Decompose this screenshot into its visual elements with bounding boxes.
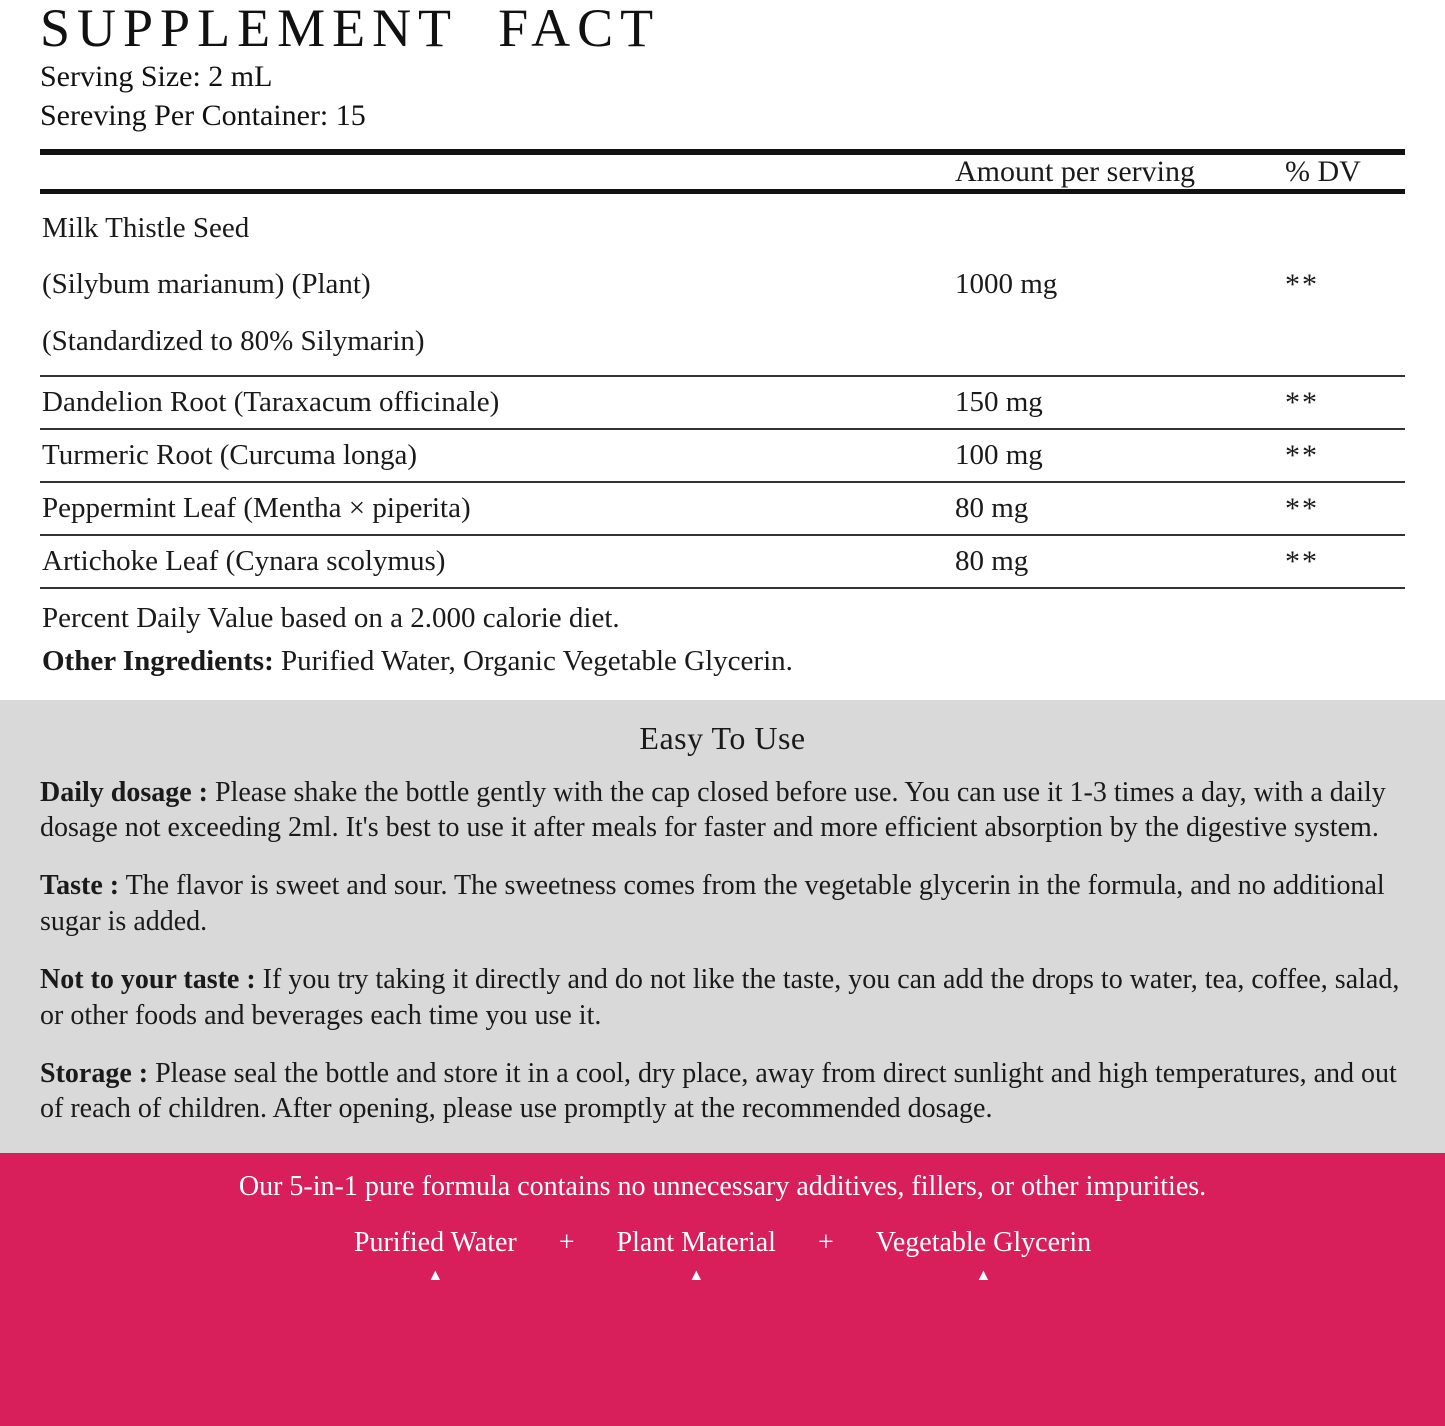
supplement-facts-table [40, 155, 1405, 189]
table-row [40, 376, 1405, 429]
easy-item-text: If you try taking it directly and do not like the taste, you can add the drops to water, tea, coffee, salad, or other foods and beverages each time you use it. [40, 963, 1400, 1031]
easy-item [40, 868, 1405, 940]
easy-item-text: The flavor is sweet and sour. The sweetness comes from the vegetable glycerin in the formula, and no additional sugar is added. [40, 870, 1385, 938]
table-row [40, 482, 1405, 535]
ingredient-amount-cell: 100 mg [955, 429, 1285, 482]
ingredient-dv-cell: ** [1285, 429, 1405, 482]
ingredient-name-line: (Silybum marianum) (Plant) [42, 268, 371, 301]
ingredient-name-cell: Artichoke Leaf (Cynara scolymus) [40, 535, 955, 588]
easy-item-label: Taste : [40, 870, 120, 902]
easy-item-label: Storage : [40, 1057, 149, 1089]
ingredient-amount-cell: 1000 mg [955, 194, 1285, 377]
triangle-up-icon: ▲ [975, 1267, 992, 1285]
serving-size-text: Serving Size: 2 mL [40, 59, 273, 93]
plus-separator-icon: + [817, 1226, 834, 1258]
ingredient-amount-cell: 80 mg [955, 482, 1285, 535]
daily-value-footnote: Percent Daily Value based on a 2.000 calorie diet. [42, 602, 620, 635]
supplement-facts-section [0, 0, 1445, 700]
ingredient-name-cell: Peppermint Leaf (Mentha × piperita) [40, 482, 955, 535]
footer-tagline: Our 5-in-1 pure formula contains no unnecessary additives, fillers, or other impurities. [238, 1171, 1207, 1203]
footer-ingredient-label: Purified Water [353, 1226, 517, 1258]
footer-ingredient-label: Vegetable Glycerin [875, 1226, 1092, 1258]
formula-footer-section [0, 1153, 1445, 1426]
ingredient-dv-cell: ** [1285, 376, 1405, 429]
ingredient-dv-cell: ** [1285, 482, 1405, 535]
table-row [40, 429, 1405, 482]
ingredient-amount-cell: 150 mg [955, 376, 1285, 429]
footer-ingredient-item [617, 1228, 776, 1285]
header-percent-dv: % DV [1285, 154, 1361, 188]
ingredient-name-cell: Turmeric Root (Curcuma longa) [40, 429, 955, 482]
ingredient-dv-cell: ** [1285, 535, 1405, 588]
footer-ingredient-item [876, 1228, 1091, 1285]
other-ingredients-label: Other Ingredients: [42, 645, 274, 678]
ingredient-name-cell [40, 194, 955, 377]
easy-item-text: Please shake the bottle gently with the cap closed before use. You can use it 1-3 times a day, with a daily dosage not exceeding 2ml. It's best to use it after meals for faster and more efficient absorption by the digestive system. [40, 776, 1386, 844]
easy-to-use-heading: Easy To Use [639, 719, 806, 756]
plus-separator-icon: + [558, 1226, 575, 1258]
footer-ingredient-item [354, 1228, 517, 1285]
ingredient-dv-cell: ** [1285, 194, 1405, 377]
easy-item-label: Not to your taste : [40, 963, 256, 995]
table-row [40, 535, 1405, 588]
other-ingredients [40, 638, 1405, 699]
ingredient-name-line: (Standardized to 80% Silymarin) [42, 324, 425, 357]
easy-item [40, 962, 1405, 1034]
header-blank-cell [40, 155, 955, 189]
ingredient-name-cell: Dandelion Root (Taraxacum officinale) [40, 376, 955, 429]
header-amount-per-serving: Amount per serving [955, 154, 1195, 188]
table-header-row [40, 155, 1405, 189]
other-ingredients-value: Purified Water, Organic Vegetable Glycerin. [273, 645, 793, 678]
easy-item-label: Daily dosage : [40, 776, 208, 808]
footer-ingredient-label: Plant Material [616, 1226, 776, 1258]
triangle-up-icon: ▲ [688, 1267, 705, 1285]
ingredient-name-line: Milk Thistle Seed [42, 211, 250, 244]
ingredient-amount-cell: 80 mg [955, 535, 1285, 588]
servings-per-container-text: Sereving Per Container: 15 [40, 98, 366, 132]
easy-item [40, 775, 1405, 847]
ingredients-table [40, 194, 1405, 590]
easy-item-text: Please seal the bottle and store it in a cool, dry place, away from direct sunlight and high temperatures, and out of reach of children. After opening, please use promptly at the recommended dosage. [40, 1057, 1397, 1125]
footer-ingredient-list [40, 1228, 1405, 1285]
table-row [40, 194, 1405, 377]
page-title: SUPPLEMENT FACT [40, 0, 661, 58]
easy-to-use-section [0, 700, 1445, 1154]
easy-item [40, 1056, 1405, 1128]
triangle-up-icon: ▲ [427, 1267, 444, 1285]
